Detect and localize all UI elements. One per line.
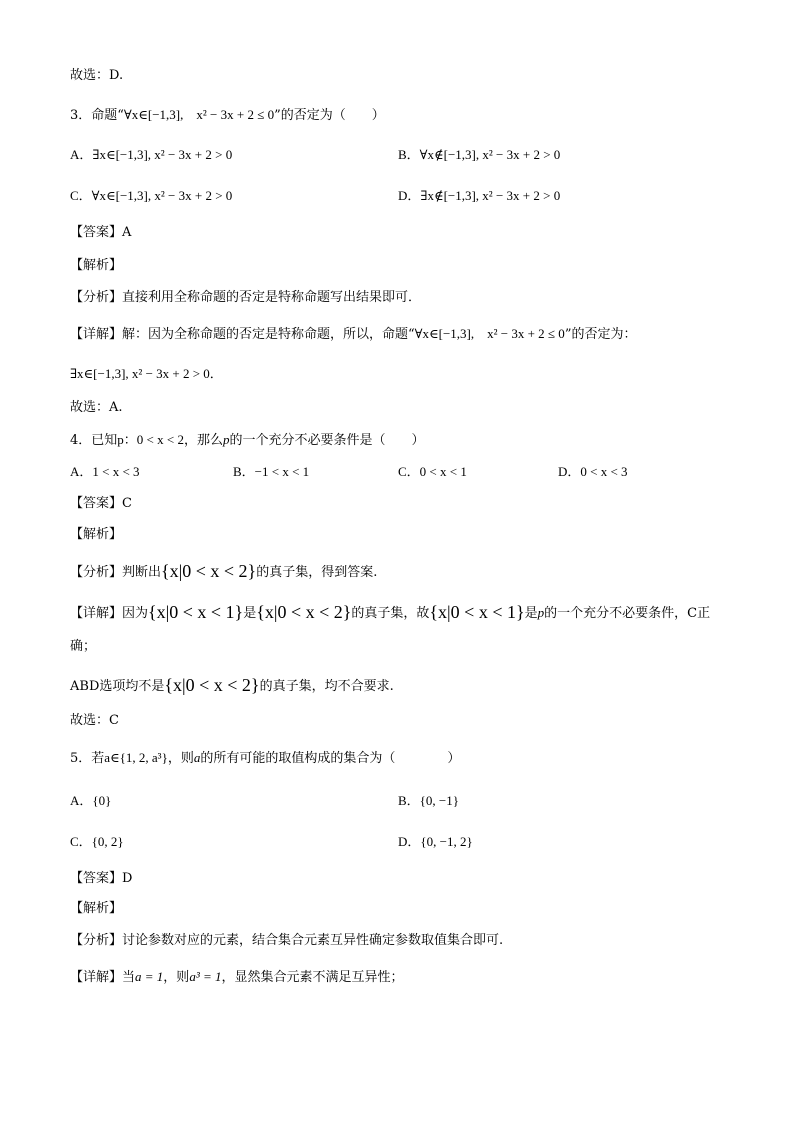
q3-detail-prefix: 【详解】解：因为全称命题的否定是特称命题，所以，命题“ — [70, 327, 415, 342]
q4-var-p: p — [222, 432, 230, 447]
question-4-stem — [70, 431, 424, 450]
q3-analysis-heading: 【解析】 — [70, 258, 123, 273]
q3-option-c: C．∀x∈[−1,3], x² − 3x + 2 > 0 — [70, 188, 233, 203]
q5-option-d: D．{0, −1, 2} — [398, 834, 473, 849]
q4-detail-abd — [70, 676, 394, 696]
q5-detail-then: ，则 — [163, 970, 190, 985]
question-3-stem — [70, 106, 385, 125]
q3-option-a: A．∃x∈[−1,3], x² − 3x + 2 > 0 — [70, 147, 233, 162]
q5-detail-eq2: a³ = 1 — [189, 969, 222, 984]
q3-formula: ∀x∈[−1,3], x² − 3x + 2 ≤ 0 — [123, 107, 275, 122]
q4-option-c: C．0 < x < 1 — [398, 464, 467, 479]
q3-final: 故选：A. — [70, 400, 123, 415]
q4-detail-var-p: p — [537, 605, 545, 620]
q4-analysis — [70, 562, 377, 582]
q5-analysis: 【分析】讨论参数对应的元素，结合集合元素互异性确定参数取值集合即可. — [70, 933, 504, 948]
q5-detail-prefix: 【详解】当 — [70, 970, 136, 985]
question-5-stem — [70, 749, 460, 768]
q5-mid: ，则 — [167, 751, 194, 766]
q4-detail — [70, 603, 710, 623]
q4-detail-mid: 的真子集，故 — [351, 606, 430, 621]
q4-abd-prefix: ABD选项均不是 — [70, 679, 165, 694]
q3-answer: 【答案】A — [70, 225, 132, 240]
q5-prefix: 5．若 — [70, 751, 105, 766]
q4-set-a: {x|0 < x < 2} — [161, 561, 257, 581]
q3-prefix: 3．命题“ — [70, 108, 124, 123]
q4-suffix: 的一个充分不必要条件是（ ） — [229, 433, 425, 448]
q3-detail — [70, 325, 636, 344]
q3-detail-formula: ∀x∈[−1,3], x² − 3x + 2 ≤ 0 — [414, 326, 565, 341]
q4-set-e: {x|0 < x < 2} — [164, 675, 260, 695]
q4-set-c: {x|0 < x < 2} — [256, 602, 352, 622]
q4-option-a: A．1 < x < 3 — [70, 464, 140, 479]
q4-final: 故选：C — [70, 713, 119, 728]
q4-set-d: {x|0 < x < 1} — [429, 602, 525, 622]
q4-prefix: 4．已知 — [70, 433, 118, 448]
q4-answer: 【答案】C — [70, 496, 132, 511]
q5-option-a: A．{0} — [70, 793, 112, 808]
q4-analysis-suffix: 的真子集，得到答案. — [256, 565, 378, 580]
q5-analysis-heading: 【解析】 — [70, 901, 123, 916]
q4-detail-prefix: 【详解】因为 — [70, 606, 149, 621]
q5-formula: a∈{1, 2, a³} — [104, 750, 168, 765]
q5-option-c: C．{0, 2} — [70, 834, 124, 849]
q5-option-b: B．{0, −1} — [398, 793, 459, 808]
q4-detail-continued: 确； — [70, 639, 97, 654]
q5-var-a: a — [193, 750, 201, 765]
q3-detail-suffix: ”的否定为： — [564, 327, 637, 342]
q4-mid: ，那么 — [183, 433, 223, 448]
q3-detail-result: ∃x∈[−1,3], x² − 3x + 2 > 0． — [70, 366, 223, 381]
q4-formula: p：0 < x < 2 — [117, 432, 184, 447]
q4-option-b: B．−1 < x < 1 — [233, 464, 310, 479]
q5-detail-eq1: a = 1 — [135, 969, 164, 984]
q4-analysis-prefix: 【分析】判断出 — [70, 565, 162, 580]
q5-answer: 【答案】D — [70, 871, 133, 886]
q5-detail-suffix: ，显然集合元素不满足互异性； — [221, 970, 404, 985]
q3-option-d: D．∃x∉[−1,3], x² − 3x + 2 > 0 — [398, 188, 561, 203]
q3-suffix: ”的否定为（ ） — [274, 108, 385, 123]
q3-analysis: 【分析】直接利用全称命题的否定是特称命题写出结果即可． — [70, 290, 422, 305]
q4-detail-is-2: 是 — [524, 606, 538, 621]
q4-option-d: D．0 < x < 3 — [558, 464, 628, 479]
q4-abd-suffix: 的真子集，均不合要求. — [259, 679, 394, 694]
q4-analysis-heading: 【解析】 — [70, 527, 123, 542]
answer-line-2: 故选：D. — [70, 68, 124, 83]
q5-suffix: 的所有可能的取值构成的集合为（ ） — [200, 751, 461, 766]
q4-detail-is: 是 — [243, 606, 257, 621]
q4-set-b: {x|0 < x < 1} — [148, 602, 244, 622]
q5-detail — [70, 968, 404, 987]
q3-option-b: B．∀x∉[−1,3], x² − 3x + 2 > 0 — [398, 147, 561, 162]
q4-detail-suffix: 的一个充分不必要条件，C正 — [544, 606, 711, 621]
